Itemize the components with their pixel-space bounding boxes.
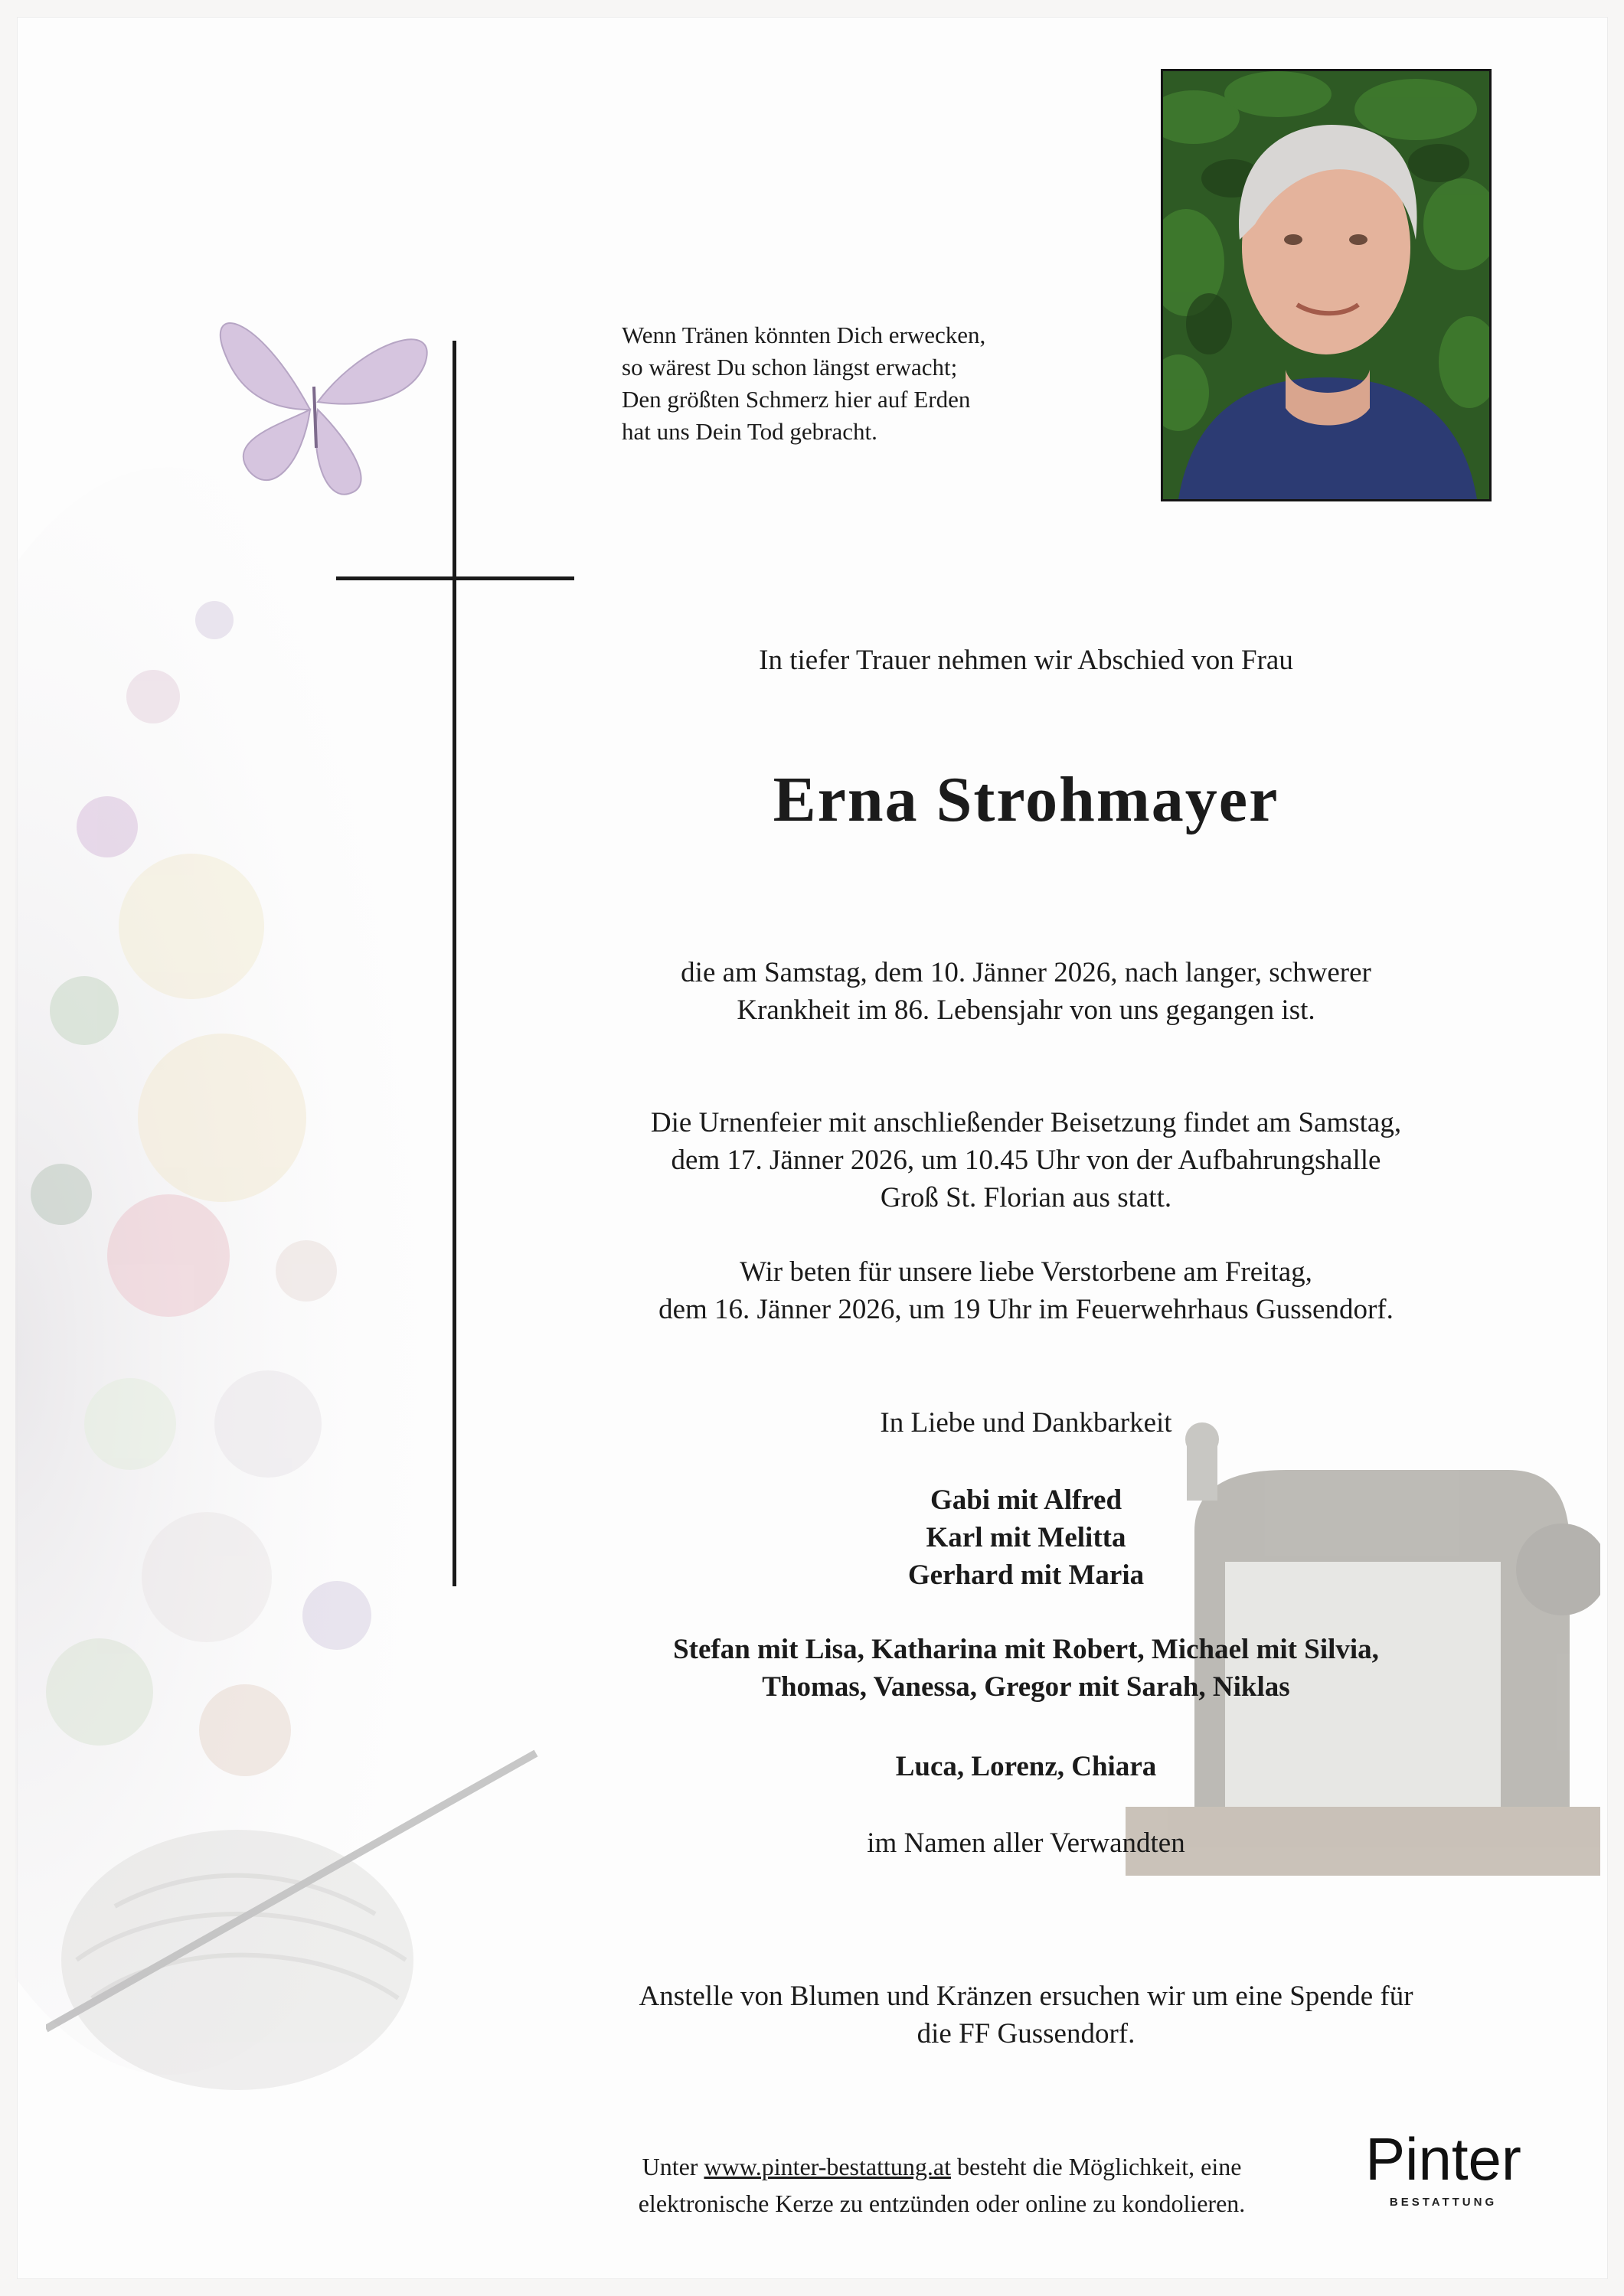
donation-line: die FF Gussendorf. (917, 2018, 1135, 2049)
child-entry: Gerhard mit Maria (907, 1560, 1145, 1591)
grandchildren-list (521, 1631, 1531, 1706)
death-notice (521, 954, 1531, 1029)
grandchildren-line: Stefan mit Lisa, Katharina mit Robert, Michael mit Silvia, (673, 1634, 1379, 1665)
logo-wordmark: Pinter (1365, 2125, 1521, 2193)
donation-request (521, 1978, 1531, 2053)
cross-vertical-bar (453, 341, 456, 1586)
memorial-poem (622, 319, 1081, 448)
logo-subtitle: BESTATTUNG (1389, 2196, 1498, 2209)
poem-line: Wenn Tränen könnten Dich erwecken, (622, 322, 986, 348)
poem-line: Den größten Schmerz hier auf Erden (622, 386, 971, 413)
child-entry: Gabi mit Alfred (930, 1484, 1122, 1516)
butterfly-icon (195, 295, 448, 509)
prayer-line: dem 16. Jänner 2026, um 19 Uhr im Feuerwehrhaus Gussendorf. (658, 1294, 1394, 1325)
deceased-name: Erna Strohmayer (773, 764, 1279, 835)
prayer-line: Wir beten für unsere liebe Verstorbene am Freitag, (740, 1256, 1312, 1288)
funeral-line: dem 17. Jänner 2026, um 10.45 Uhr von der Aufbahrungshalle (671, 1145, 1381, 1176)
website-link[interactable]: www.pinter-bestattung.at (704, 2153, 951, 2180)
death-notice-line: die am Samstag, dem 10. Jänner 2026, nach langer, schwerer (681, 957, 1371, 988)
funeral-line: Groß St. Florian aus statt. (880, 1182, 1172, 1213)
poem-line: hat uns Dein Tod gebracht. (622, 418, 877, 445)
pinter-logo (1351, 2125, 1535, 2209)
children-list (521, 1481, 1531, 1594)
funeral-line: Die Urnenfeier mit anschließender Beisetzung findet am Samstag, (650, 1107, 1402, 1138)
footer-line-2: elektronische Kerze zu entzünden oder online zu kondolieren. (638, 2190, 1246, 2217)
funeral-info (521, 1104, 1531, 1217)
footer-prefix: Unter (642, 2153, 698, 2180)
yarn-ball-illustration (46, 1707, 582, 2105)
donation-line: Anstelle von Blumen und Kränzen ersuchen wir um eine Spende für (639, 1981, 1413, 2012)
cross-horizontal-bar (336, 576, 574, 580)
prayer-info (521, 1253, 1531, 1328)
great-grandchildren: Luca, Lorenz, Chiara (895, 1751, 1157, 1782)
child-entry: Karl mit Melitta (926, 1522, 1126, 1553)
portrait-photo (1161, 69, 1492, 501)
relatives-note: im Namen aller Verwandten (867, 1827, 1185, 1859)
closing-phrase: In Liebe und Dankbarkeit (880, 1407, 1172, 1439)
online-condolence-note (567, 2148, 1317, 2222)
death-notice-line: Krankheit im 86. Lebensjahr von uns gegangen ist. (737, 994, 1315, 1026)
poem-line: so wärest Du schon längst erwacht; (622, 354, 958, 380)
grandchildren-line: Thomas, Vanessa, Gregor mit Sarah, Niklas (762, 1671, 1290, 1703)
intro-text: In tiefer Trauer nehmen wir Abschied von Frau (759, 645, 1293, 676)
portrait-image (1163, 71, 1489, 499)
footer-suffix: besteht die Möglichkeit, eine (956, 2153, 1242, 2180)
